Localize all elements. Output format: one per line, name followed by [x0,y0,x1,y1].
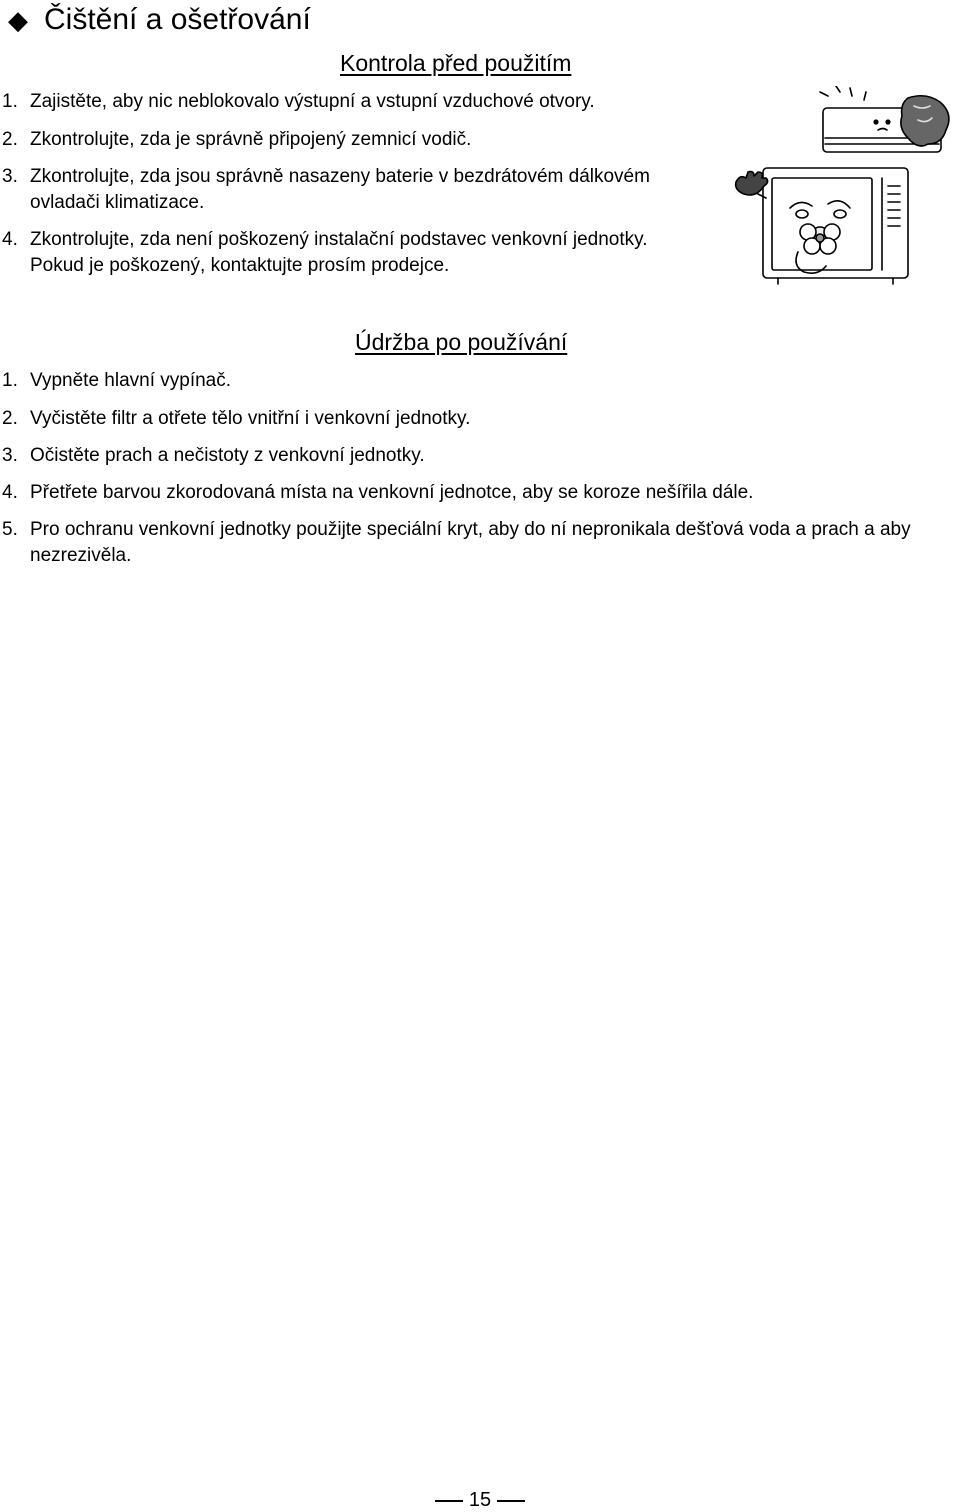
list-item [2,443,942,469]
list-item-number: 4. [2,482,18,503]
list-item-number: 2. [2,408,18,429]
section-heading-after-use: Údržba po používání [355,329,568,355]
list-item-number: 3. [2,166,18,187]
list-item-text: Zkontrolujte, zda je správně připojený zemnicí vodič. [30,129,472,150]
page-title-text: Čištění a ošetřování [44,3,311,36]
dash-right-icon [497,1500,525,1502]
list-item [2,480,942,506]
dash-left-icon [435,1500,463,1502]
list-item-number: 2. [2,129,18,150]
list-item [2,406,942,432]
section-heading-before-use: Kontrola před použitím [340,50,572,76]
diamond-bullet-icon: ◆ [8,5,28,35]
list-item-text: Zkontrolujte, zda není poškozený instalační podstavec venkovní jednotky. Pokud je poškozený, kontaktujte prosím prodejce. [30,229,648,276]
list-item [2,517,922,569]
page-number-text: 15 [468,1489,492,1511]
air-conditioner-cleaning-cartoon-icon [728,86,958,286]
list-item-text: Zajistěte, aby nic neblokovalo výstupní a vstupní vzduchové otvory. [30,91,595,112]
list-item-number: 3. [2,445,18,466]
list-item-text: Vyčistěte filtr a otřete tělo vnitřní i venkovní jednotky. [30,408,471,429]
list-item-number: 4. [2,229,18,250]
page-number [0,1488,960,1512]
list-item [2,127,702,153]
list-item-text: Vypněte hlavní vypínač. [30,370,232,391]
list-item-number: 1. [2,370,18,391]
list-item-number: 1. [2,91,18,112]
list-item-text: Zkontrolujte, zda jsou správně nasazeny baterie v bezdrátovém dálkovém ovladači klimatizace. [30,166,650,213]
list-item-text: Přetřete barvou zkorodovaná místa na venkovní jednotce, aby se koroze nešířila dále. [30,482,754,503]
list-item [2,164,692,216]
list-item [2,227,692,279]
list-item-text: Očistěte prach a nečistoty z venkovní jednotky. [30,445,425,466]
page-title [8,0,311,40]
list-item [2,368,942,394]
list-item-text: Pro ochranu venkovní jednotky použijte speciální kryt, aby do ní nepronikala dešťová voda a prach a aby nezrezivěla. [30,519,911,566]
list-item-number: 5. [2,519,18,540]
list-item [2,89,702,115]
